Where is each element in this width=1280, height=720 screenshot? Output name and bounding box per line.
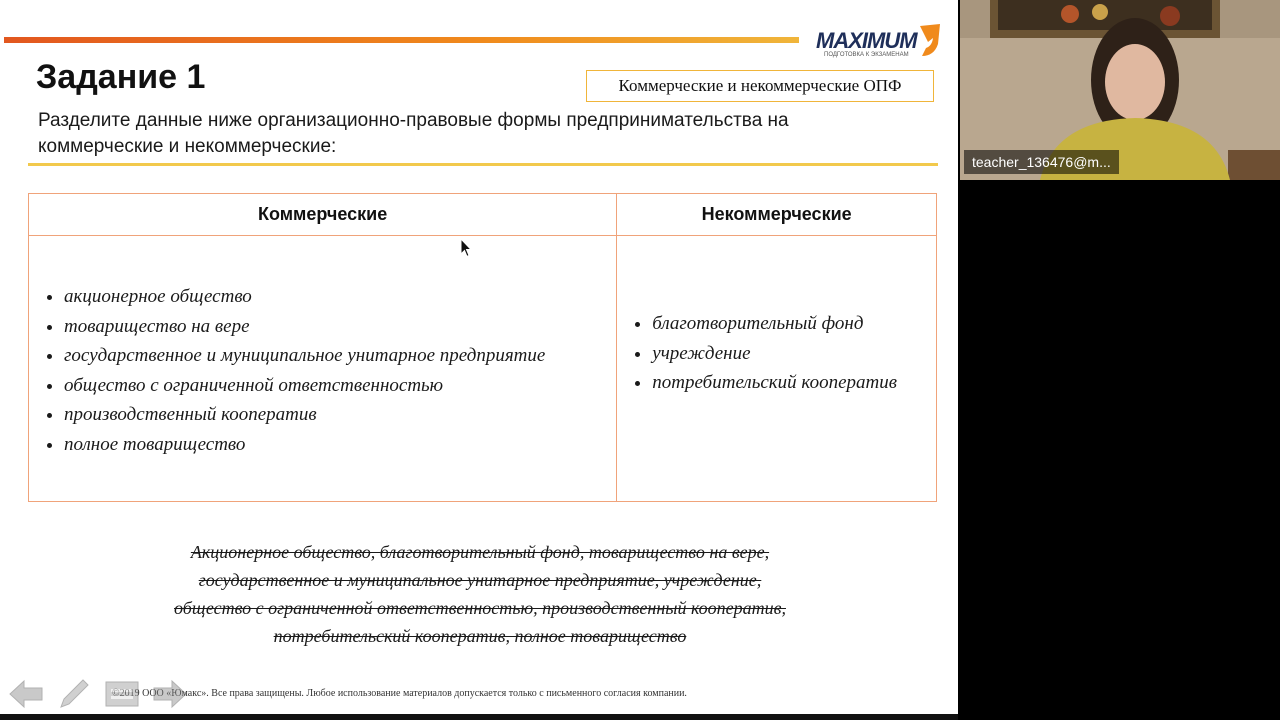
forward-arrow-icon[interactable]: [150, 674, 190, 714]
commercial-cell: [29, 236, 617, 502]
list-item: • государственное и муниципальное унитарное предприятие: [64, 341, 615, 371]
list-item: • потребительский кооператив: [652, 368, 935, 398]
slideshow-toolbar: [6, 674, 190, 714]
struck-line: государственное и муниципальное унитарное предприятие, учреждение,: [198, 570, 762, 590]
struck-line: общество с ограниченной ответственностью, производственный кооператив,: [174, 598, 786, 618]
header-noncommercial: Некоммерческие: [617, 194, 937, 236]
top-accent-bar: [4, 37, 799, 43]
copyright-footer: ©2019 ООО «Юмакс». Все права защищены. Любое использование материалов допускается только с письменного согласия компании.: [112, 688, 687, 699]
slide-title: Задание 1: [36, 58, 206, 96]
logo-word: MAXIMUM: [816, 28, 917, 53]
logo-subtitle: ПОДГОТОВКА К ЭКЗАМЕНАМ: [824, 52, 909, 58]
bottom-strip: [0, 714, 958, 720]
noncommercial-cell: [617, 236, 937, 502]
list-item: • акционерное общество: [64, 282, 615, 312]
logo-mark-icon: [914, 22, 944, 58]
list-item: • благотворительный фонд: [652, 309, 935, 339]
struck-line: Акционерное общество, благотворительный фонд, товарищество на вере,: [190, 542, 770, 562]
task-text: Разделите данные ниже организационно-правовые формы предпринимательства на коммерческие и некоммерческие:: [38, 110, 789, 157]
header-commercial: Коммерческие: [29, 194, 617, 236]
maximum-logo: [816, 20, 944, 60]
opf-table: [28, 193, 937, 502]
divider-line: [28, 163, 938, 166]
list-item: • полное товарищество: [64, 430, 615, 460]
list-item: • производственный кооператив: [64, 400, 615, 430]
slides-icon[interactable]: [102, 674, 142, 714]
mouse-cursor-icon: [460, 238, 472, 258]
struck-line: потребительский кооператив, полное товарищество: [273, 626, 687, 646]
topic-label: Коммерческие и некоммерческие ОПФ: [586, 70, 934, 102]
list-item: • общество с ограниченной ответственностью: [64, 371, 615, 401]
struck-through-source-text: [90, 538, 870, 650]
list-item: • учреждение: [652, 339, 935, 369]
back-arrow-icon[interactable]: [6, 674, 46, 714]
webcam-participant-name: teacher_136476@m...: [964, 150, 1119, 174]
list-item: • товарищество на вере: [64, 312, 615, 342]
pen-icon[interactable]: [54, 674, 94, 714]
